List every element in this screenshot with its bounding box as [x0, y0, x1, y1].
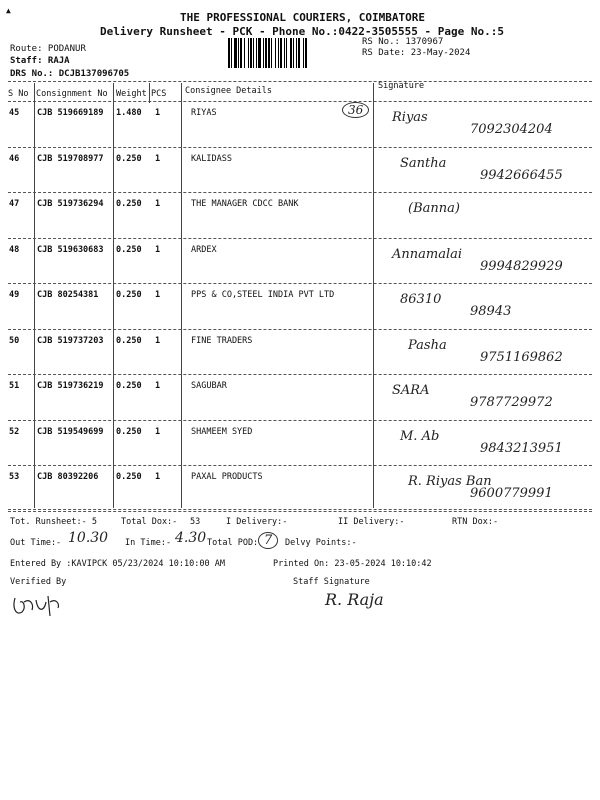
row-sno: 51 — [9, 381, 20, 391]
row-consignment: CJB 519736219 — [37, 381, 104, 391]
col-divider — [149, 83, 150, 103]
row-consignment: CJB 519736294 — [37, 199, 104, 209]
row-consignment: CJB 519669189 — [37, 108, 104, 118]
row-weight: 1.480 — [116, 108, 142, 118]
row-pcs: 1 — [155, 290, 161, 300]
col-weight-header: Weight — [116, 89, 147, 99]
out-time-value: 10.30 — [68, 530, 109, 546]
row-signature-name: R. Riyas Ban — [408, 474, 492, 489]
row-pcs: 1 — [155, 472, 161, 482]
staff-signature: R. Raja — [325, 590, 384, 609]
row-signature-name: (Banna) — [408, 201, 460, 216]
row-pcs: 1 — [155, 153, 161, 164]
row-consignee: PAXAL PRODUCTS — [191, 472, 263, 482]
row-consignee: SHAMEEM SYED — [191, 426, 253, 437]
row-pcs: 1 — [155, 244, 161, 255]
col-sno-header: S No — [8, 89, 29, 99]
row-signature-phone: 7092304204 — [470, 122, 553, 137]
row-signature-name: M. Ab — [400, 428, 440, 444]
row-signature-phone: 9751169862 — [480, 349, 563, 365]
verifier-signature — [10, 590, 65, 620]
row-weight: 0.250 — [116, 381, 142, 391]
col-signature-header: Signature — [378, 81, 425, 91]
col-consignee-header: Consignee Details — [185, 86, 272, 96]
total-dox-value: 53 — [190, 517, 201, 527]
row-signature-phone: 9942666455 — [480, 167, 563, 183]
row-signature-phone: 9994829929 — [480, 258, 563, 274]
rtn-dox: RTN Dox:- — [452, 517, 499, 527]
row-consignment: CJB 519630683 — [37, 244, 104, 255]
row-pcs: 1 — [155, 108, 161, 118]
row-sno: 50 — [9, 335, 20, 346]
staff-label: Staff: RAJA — [10, 56, 70, 66]
row-signature-name: Pasha — [408, 337, 447, 353]
printed-on: Printed On: 23-05-2024 10:10:42 — [273, 559, 432, 569]
row-consignee: KALIDASS — [191, 153, 232, 164]
row-weight: 0.250 — [116, 426, 142, 437]
row-consignment: CJB 519549699 — [37, 426, 104, 437]
row-signature-name: 86310 — [400, 292, 442, 307]
row-divider — [8, 238, 592, 239]
row-weight: 0.250 — [116, 244, 142, 255]
row-note: 36 — [342, 102, 369, 118]
total-dox-label: Total Dox:- — [121, 517, 178, 527]
route-label: Route: PODANUR — [10, 44, 86, 54]
row-sno: 49 — [9, 290, 20, 300]
tot-runsheet: Tot. Runsheet:- 5 — [10, 517, 97, 527]
row-consignment: CJB 519708977 — [37, 153, 104, 164]
row-consignee: FINE TRADERS — [191, 335, 253, 346]
row-divider — [8, 511, 592, 512]
row-signature-name: Riyas — [392, 110, 428, 125]
row-consignee: SAGUBAR — [191, 381, 227, 391]
ii-delivery: II Delivery:- — [338, 517, 405, 527]
row-consignee: THE MANAGER CDCC BANK — [191, 199, 299, 209]
row-weight: 0.250 — [116, 290, 142, 300]
row-pcs: 1 — [155, 381, 161, 391]
drs-number: DRS No.: DCJB137096705 — [10, 69, 130, 79]
staff-signature-label: Staff Signature — [293, 577, 370, 587]
row-signature-name: Santha — [400, 155, 447, 171]
row-divider — [8, 374, 592, 375]
row-consignment: CJB 80254381 — [37, 290, 99, 300]
row-consignee: ARDEX — [191, 244, 217, 255]
i-delivery: I Delivery:- — [226, 517, 288, 527]
row-divider — [8, 283, 592, 284]
rs-number: RS No.: 1370967 — [362, 37, 444, 47]
total-pod-label: Total POD: — [207, 538, 259, 548]
total-pod-value: 7 — [258, 532, 278, 549]
footer-rule — [8, 509, 592, 510]
row-signature-name: Annamalai — [392, 246, 463, 262]
barcode — [228, 38, 358, 68]
verified-by-label: Verified By — [10, 577, 67, 587]
row-consignment: CJB 519737203 — [37, 335, 104, 346]
row-divider — [8, 329, 592, 330]
in-time-value: 4.30 — [175, 530, 207, 546]
row-signature-phone: 9787729972 — [470, 395, 553, 410]
row-divider — [8, 147, 592, 148]
row-sno: 47 — [9, 199, 20, 209]
corner-mark: ▲ — [6, 6, 11, 15]
row-sno: 52 — [9, 426, 20, 437]
row-signature-phone: 9843213951 — [480, 440, 563, 456]
in-time-label: In Time:- — [125, 538, 172, 548]
row-pcs: 1 — [155, 426, 161, 437]
row-divider — [8, 192, 592, 193]
row-signature-phone: 9600779991 — [470, 486, 553, 501]
col-consignment-header: Consignment No — [36, 89, 108, 99]
row-signature-name: SARA — [392, 383, 430, 398]
row-sno: 48 — [9, 244, 20, 255]
runsheet-title: Delivery Runsheet - PCK - Phone No.:0422-3505555 - Page No.:5 — [100, 25, 504, 38]
delvy-points: Delvy Points:- — [285, 538, 357, 548]
row-sno: 45 — [9, 108, 20, 118]
row-consignment: CJB 80392206 — [37, 472, 99, 482]
row-weight: 0.250 — [116, 335, 142, 346]
row-sno: 53 — [9, 472, 20, 482]
row-divider — [8, 420, 592, 421]
row-consignee: RIYAS — [191, 108, 217, 118]
row-weight: 0.250 — [116, 472, 142, 482]
company-name: THE PROFESSIONAL COURIERS, COIMBATORE — [180, 11, 426, 24]
row-signature-phone: 98943 — [470, 304, 512, 319]
header-bottom-rule — [8, 101, 592, 102]
row-weight: 0.250 — [116, 199, 142, 209]
row-consignee: PPS & CO,STEEL INDIA PVT LTD — [191, 290, 335, 300]
header-top-rule — [8, 81, 592, 82]
row-sno: 46 — [9, 153, 20, 164]
row-pcs: 1 — [155, 335, 161, 346]
col-pcs-header: PCS — [151, 89, 167, 99]
row-weight: 0.250 — [116, 153, 142, 164]
row-pcs: 1 — [155, 199, 161, 209]
entered-by: Entered By :KAVIPCK 05/23/2024 10:10:00 AM — [10, 559, 225, 569]
rs-date: RS Date: 23-May-2024 — [362, 48, 471, 58]
row-divider — [8, 465, 592, 466]
out-time-label: Out Time:- — [10, 538, 62, 548]
